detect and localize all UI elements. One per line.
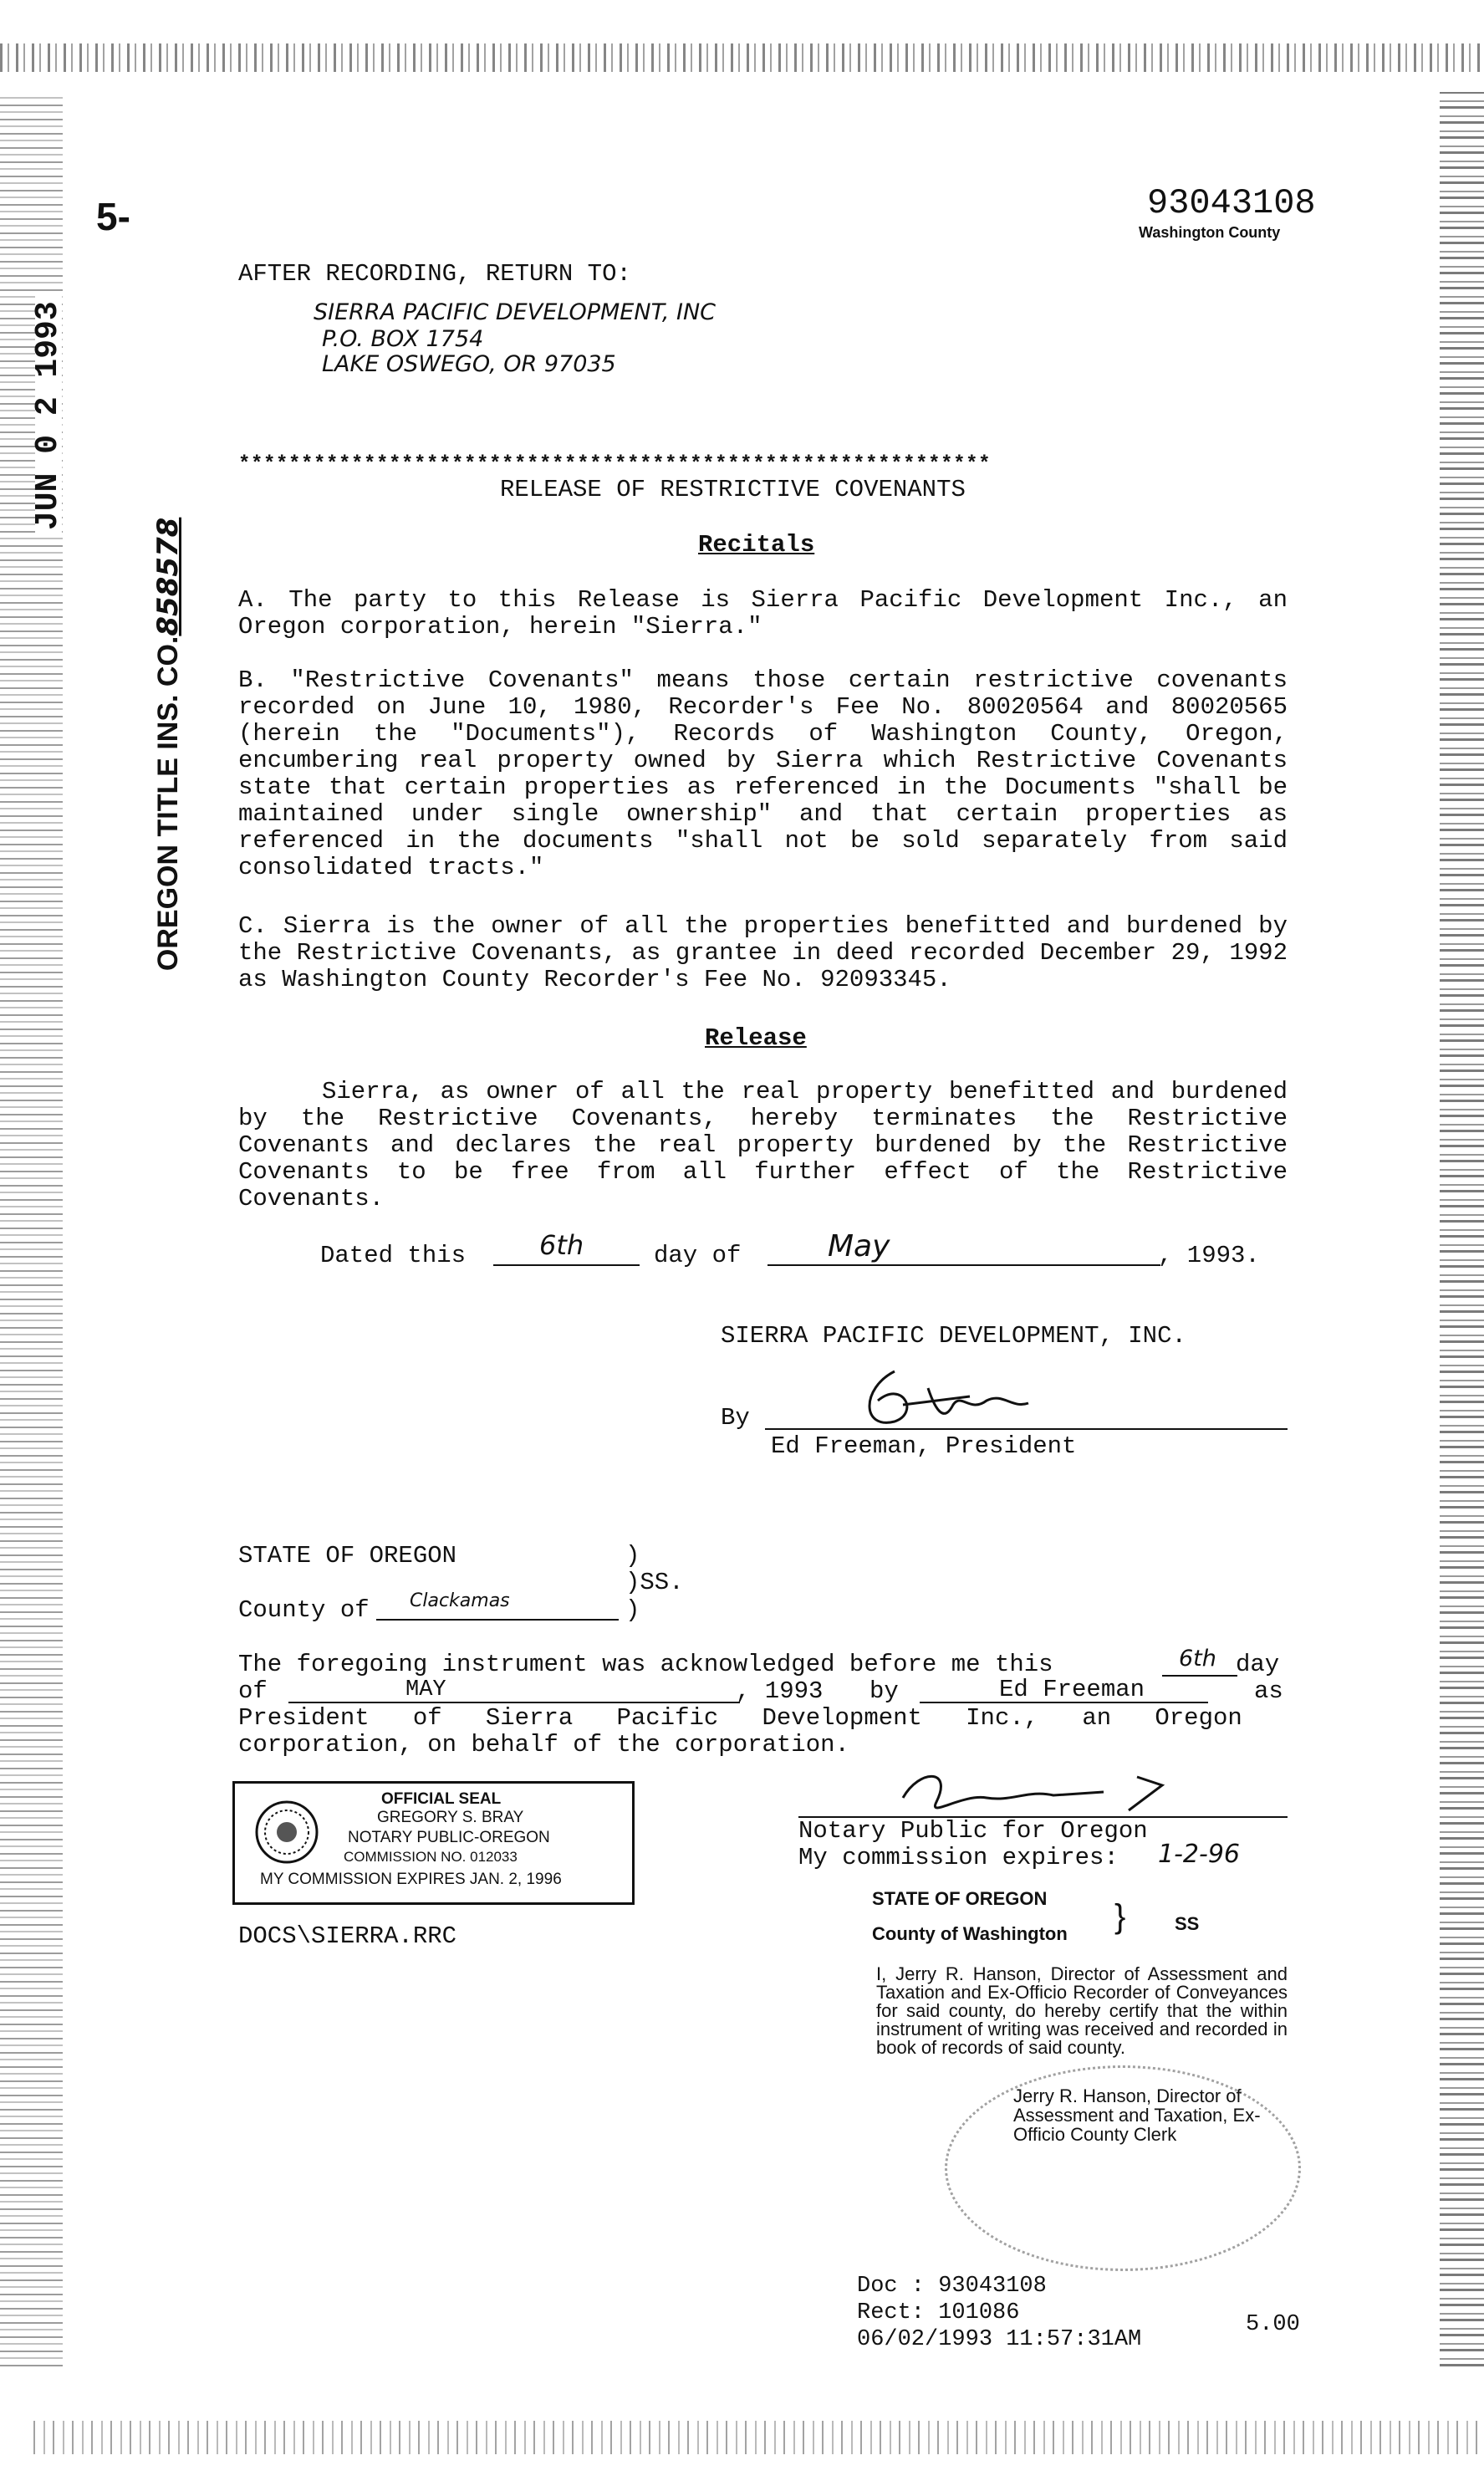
receipt-amount: 5.00 (1246, 2312, 1300, 2337)
notary-state: STATE OF OREGON (238, 1542, 457, 1570)
ack-by: by (869, 1677, 899, 1705)
title-company-name: OREGON TITLE INS. CO. (152, 636, 184, 972)
margin-title-company (119, 518, 185, 987)
recorder-state: STATE OF OREGON (872, 1888, 1048, 1909)
scan-noise-right (1440, 92, 1484, 2366)
signature-by-label: By (721, 1404, 750, 1432)
county-label: Washington County (1139, 224, 1281, 241)
seal-line-3: NOTARY PUBLIC-OREGON (348, 1829, 550, 1846)
dated-month-value: May (828, 1229, 890, 1263)
return-to-line-2: P.O. BOX 1754 (322, 326, 484, 352)
notary-county-value: Clackamas (410, 1590, 510, 1611)
seal-line-4: COMMISSION NO. 012033 (344, 1849, 518, 1865)
return-to-label: AFTER RECORDING, RETURN TO: (238, 260, 631, 288)
ack-month-value: MAY (405, 1677, 446, 1702)
document-title: RELEASE OF RESTRICTIVE COVENANTS (500, 476, 966, 503)
scan-noise-top (0, 43, 1484, 72)
seal-line-1: OFFICIAL SEAL (381, 1790, 502, 1808)
ack-line-4: corporation, on behalf of the corporation. (238, 1731, 849, 1759)
notary-paren-1: ) (625, 1542, 640, 1570)
dated-mid: day of (654, 1242, 742, 1269)
company-signature-name: SIERRA PACIFIC DEVELOPMENT, INC. (721, 1322, 1186, 1350)
dated-month-line (767, 1264, 1160, 1266)
recorder-signature: Jerry R. Hanson, Director of Assessment and Taxation, Ex-Officio County Clerk (1013, 2085, 1261, 2145)
notary-ss: )SS. (625, 1569, 684, 1596)
recital-b: B. "Restrictive Covenants" means those certain restrictive covenants recorded on June 10, 1980, Recorder's Fee No. 80020564 and 80020565 (herein the "Documents"), Records of Washington County, Oregon, encumbering real property owned by Sierra which Restrictive Covenants state that certain properties as referenced in the Documents "shall be maintained under single ownership" and that certain properties as referenced in the documents "shall not be sold separately from said consolidated tracts." (238, 666, 1288, 881)
recorder-county: County of Washington (872, 1923, 1068, 1944)
commission-label: My commission expires: (798, 1844, 1119, 1871)
dated-day-line (493, 1264, 640, 1266)
return-to-line-3: LAKE OSWEGO, OR 97035 (322, 351, 616, 377)
signer-name-title: Ed Freeman, President (771, 1432, 1077, 1460)
ack-day-value: 6th (1179, 1646, 1216, 1672)
receipt-datetime: 06/02/1993 11:57:31AM (857, 2327, 1142, 2352)
ack-day-word: day (1236, 1651, 1280, 1678)
ack-month-line (288, 1702, 740, 1703)
recitals-heading: Recitals (698, 531, 815, 559)
dated-prefix: Dated this (320, 1242, 467, 1269)
recorder-brace: } (1114, 1898, 1126, 1935)
page-mark: 5- (96, 195, 130, 238)
ack-as: as (1254, 1677, 1283, 1705)
commission-value: 1-2-96 (1158, 1840, 1240, 1869)
notary-county-line (376, 1619, 619, 1621)
notary-paren-2: ) (625, 1596, 640, 1624)
seal-line-2: GREGORY S. BRAY (377, 1809, 524, 1826)
scan-noise-bottom (33, 2421, 1484, 2454)
recorder-ss: SS (1175, 1913, 1200, 1934)
ack-of: of (238, 1677, 268, 1705)
receipt-doc: Doc : 93043108 (857, 2274, 1047, 2299)
recital-c: C. Sierra is the owner of all the properties benefitted and burdened by the Restrictive Covenants, as grantee in deed recorded December 29, 1992 as Washington County Recorder's Fee No. 92093345. (238, 912, 1288, 993)
title-order-number: 858578 (151, 517, 185, 636)
margin-date-stamp: JUN 0 2 1993 (35, 296, 62, 535)
ack-line-1: The foregoing instrument was acknowledged before me this (238, 1651, 1053, 1678)
file-reference: DOCS\SIERRA.RRC (238, 1922, 457, 1950)
ack-year: , 1993 (736, 1677, 824, 1705)
asterisk-separator: ************************************************************ (238, 453, 992, 476)
seal-line-5: MY COMMISSION EXPIRES JAN. 2, 1996 (260, 1871, 562, 1888)
ack-name-value: Ed Freeman (999, 1676, 1145, 1703)
dated-day-value: 6th (539, 1229, 584, 1261)
document-number: 93043108 (1147, 183, 1316, 223)
receipt-rect: Rect: 101086 (857, 2300, 1020, 2325)
ack-line-3: President of Sierra Pacific Development Inc., an Oregon (238, 1704, 1242, 1732)
seal-emblem-icon (253, 1799, 320, 1866)
notary-public-line: Notary Public for Oregon (798, 1817, 1148, 1845)
notary-official-seal (232, 1781, 635, 1905)
dated-year: , 1993. (1158, 1242, 1260, 1269)
release-heading: Release (705, 1024, 807, 1052)
ack-day-line (1162, 1675, 1237, 1677)
return-to-line-1: SIERRA PACIFIC DEVELOPMENT, INC (314, 299, 717, 325)
recorder-certification: I, Jerry R. Hanson, Director of Assessment and Taxation and Ex-Officio Recorder of Conveyances for said county, do hereby certify that the within instrument of writing was received and recorded in book of records of said county. (876, 1963, 1288, 2058)
recital-a: A. The party to this Release is Sierra Pacific Development Inc., an Oregon corporation, herein "Sierra." (238, 586, 1288, 641)
notary-county-label: County of (238, 1596, 370, 1624)
release-body: Sierra, as owner of all the real property benefitted and burdened by the Restrictive Covenants, hereby terminates the Restrictive Covenants and declares the real property burdened by the Restrictive Covenants to be free from all further effect of the Restrictive Covenants. (238, 1078, 1288, 1212)
